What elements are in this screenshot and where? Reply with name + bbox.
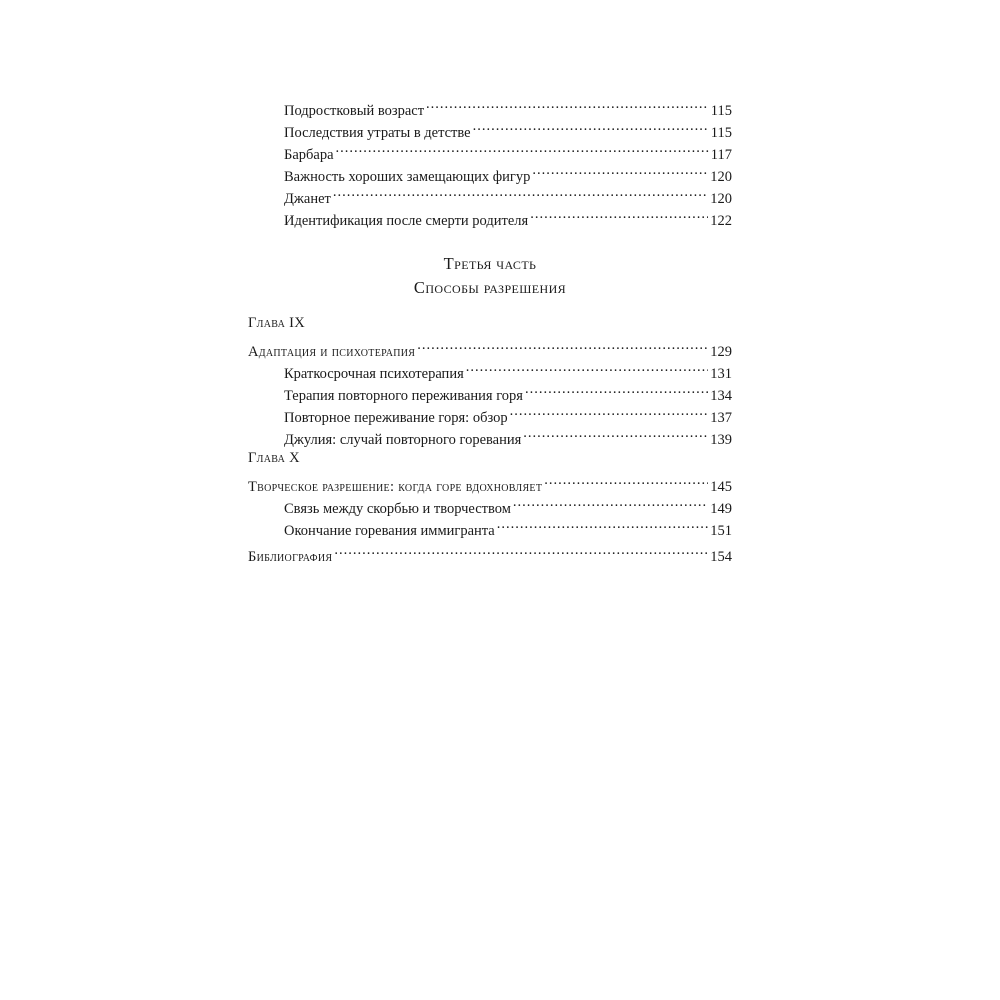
- chapter-label: Глава IX: [248, 315, 305, 331]
- toc-entry-page: 139: [710, 432, 732, 448]
- dot-leader: [513, 491, 708, 513]
- dot-leader: [510, 400, 709, 422]
- chapter-title: Творческое разрешение: когда горе вдохновляет: [248, 479, 543, 495]
- bibliography-entry: [248, 539, 732, 565]
- dot-leader: [417, 334, 708, 356]
- dot-leader: [497, 513, 709, 535]
- chapter-label: Глава X: [248, 450, 300, 466]
- chapter-page: 145: [710, 479, 732, 495]
- dot-leader: [466, 356, 709, 378]
- toc-entry-title: Повторное переживание горя: обзор: [284, 410, 508, 426]
- toc-entry-page: 120: [710, 191, 732, 207]
- toc-entry-title: Краткосрочная психотерапия: [284, 366, 464, 382]
- toc-entry-page: 131: [710, 366, 732, 382]
- dot-leader: [333, 181, 708, 203]
- toc-entry-page: 115: [710, 103, 732, 119]
- part-heading: [248, 252, 732, 300]
- toc-entry-page: 137: [710, 410, 732, 426]
- chapter-10-section: [248, 447, 732, 539]
- toc-entry-title: Терапия повторного переживания горя: [284, 388, 523, 404]
- chapter-entry: [248, 334, 732, 360]
- toc-continued-entries: [248, 93, 732, 229]
- toc-entry-title: Важность хороших замещающих фигур: [284, 169, 531, 185]
- chapter-entry: [248, 469, 732, 495]
- toc-entry-page: 115: [710, 125, 732, 141]
- bibliography-title: Библиография: [248, 549, 333, 565]
- dot-leader: [530, 203, 708, 225]
- toc-entry-title: Джулия: случай повторного горевания: [284, 432, 522, 448]
- part-number: Третья часть: [443, 254, 537, 273]
- toc-entry-title: Последствия утраты в детстве: [284, 125, 471, 141]
- bibliography-page: 154: [710, 549, 732, 565]
- bibliography-section: [248, 539, 732, 565]
- dot-leader: [525, 378, 708, 400]
- toc-entry-title: Окончание горевания иммигранта: [284, 523, 495, 539]
- toc-entry-page: 149: [710, 501, 732, 517]
- toc-entry-title: Подростковый возраст: [284, 103, 425, 119]
- toc-entry-title: Связь между скорбью и творчеством: [284, 501, 511, 517]
- dot-leader: [473, 115, 709, 137]
- chapter-page: 129: [710, 344, 732, 360]
- dot-leader: [523, 422, 708, 444]
- dot-leader: [334, 539, 708, 561]
- dot-leader: [336, 137, 709, 159]
- toc-entry-page: 151: [710, 523, 732, 539]
- toc-entry: [248, 93, 732, 119]
- toc-entry-page: 122: [710, 213, 732, 229]
- toc-entry-page: 120: [710, 169, 732, 185]
- part-title: Способы разрешения: [413, 278, 567, 297]
- toc-entry-page: 134: [710, 388, 732, 404]
- toc-entry-title: Джанет: [284, 191, 331, 207]
- chapter-9-section: [248, 312, 732, 448]
- toc-entry-page: 117: [710, 147, 732, 163]
- dot-leader: [544, 469, 708, 491]
- dot-leader: [426, 93, 709, 115]
- toc-entry-title: Барбара: [284, 147, 334, 163]
- chapter-title: Адаптация и психотерапия: [248, 344, 416, 360]
- toc-entry-title: Идентификация после смерти родителя: [284, 213, 529, 229]
- dot-leader: [532, 159, 708, 181]
